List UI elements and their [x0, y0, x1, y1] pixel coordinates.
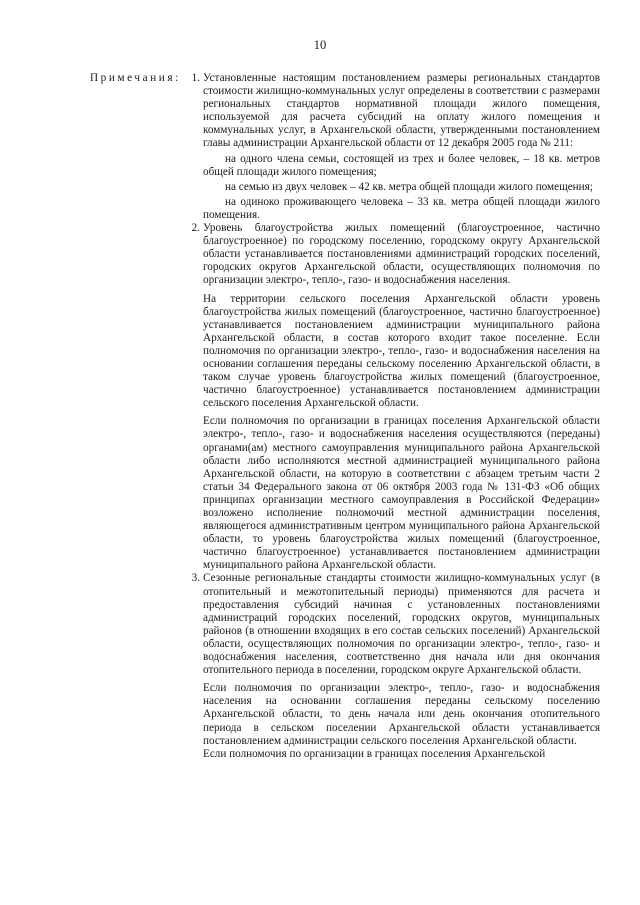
note-number: 1.	[191, 72, 200, 84]
note-paragraph: Если полномочия по организации электро-, тепло-, газо- и водоснабжения населения на основании соглашения переданы сельскому поселению Архангельской области, то день начала или день окончания отопительного периода в сельском поселении Архангельской области устанавливается постановлением администрации сельского поселения Архангельской области.	[203, 682, 600, 747]
note-paragraph: Сезонные региональные стандарты стоимости жилищно-коммунальных услуг (в отопительный и межотопительный периоды) применяются для расчета и предоставления субсидий начиная с установленных постановлениями администраций городских поселений, городских округов, муниципальных районов (в отношении входящих в его состав сельских поселений) Архангельской области, осуществляющих полномочия по организации электро-, тепло-, газо- и водоснабжения населения, соответственно дня начала или дня окончания отопительного периода в поселении, городском округе Архангельской области.	[203, 572, 600, 677]
note-paragraph: на одного члена семьи, состоящей из трех и более человек, – 18 кв. метров общей площади жилого помещения;	[203, 152, 600, 178]
note-paragraph: Если полномочия по организации в границах поселения Архангельской области электро-, тепло-, газо- и водоснабжения населения осуществляются (переданы) органами(ам) местного самоуправления муниципального района Архангельской области либо исполняются местной администрацией муниципального района Архангельской области, на которую в соответствии с абзацем третьим части 2 статьи 34 Федерального закона от 06 октября 2003 года № 131-ФЗ «Об общих принципах организации местного самоуправления в Российской Федерации» возложено исполнение полномочий местной администрации поселения, являющегося административным центром муниципального района Архангельской области, то уровень благоустройства жилых помещений (благоустроенное, частично благоустроенное) устанавливается постановлением администрации муниципального района Архангельской области.	[203, 415, 600, 572]
note-paragraph: Если полномочия по организации в границах поселения Архангельской	[203, 747, 546, 760]
note-3	[176, 572, 600, 760]
note-2	[176, 222, 600, 572]
note-number: 2.	[191, 222, 200, 235]
note-paragraph: Установленные настоящим постановлением размеры региональных стандартов стоимости жилищно-коммунальных услуг определены в соответствии с размерами региональных стандартов нормативной площади жилого помещения, используемой для расчета субсидий на оплату жилого помещения и коммунальных услуг, в Архангельской области, утвержденными постановлением главы администрации Архангельской области от 12 декабря 2005 года № 211:	[203, 72, 600, 150]
note-1	[176, 72, 600, 222]
note-number: 3.	[191, 572, 200, 585]
note-paragraph: На территории сельского поселения Архангельской области уровень благоустройства жилых помещений (благоустроенное, частично благоустроенное) устанавливается постановлением администрации муниципального района Архангельской области, в состав которого входит такое поселение. Если полномочия по организации электро-, тепло-, газо- и водоснабжения населения на основании соглашения переданы сельскому поселению Архангельской области, в таком случае уровень благоустройства жилых помещений (благоустроенное, частично благоустроенное) устанавливается постановлением администрации сельского поселения Архангельской области.	[203, 292, 600, 410]
note-paragraph: на семью из двух человек – 42 кв. метра общей площади жилого помещения;	[225, 180, 593, 193]
note-paragraph: на одиноко проживающего человека – 33 кв. метра общей площади жилого помещения.	[203, 195, 600, 221]
notes-label: Примечания:	[90, 72, 181, 84]
notes-list	[176, 72, 600, 761]
page-number: 10	[313, 38, 327, 52]
note-paragraph: Уровень благоустройства жилых помещений (благоустроенное, частично благоустроенное) по городскому поселению, городскому округу Архангельской области устанавливается постановлениями администраций городских поселений, городских округов Архангельской области, осуществляющих полномочия по организации электро-, тепло-, газо- и водоснабжения населения.	[203, 222, 600, 287]
